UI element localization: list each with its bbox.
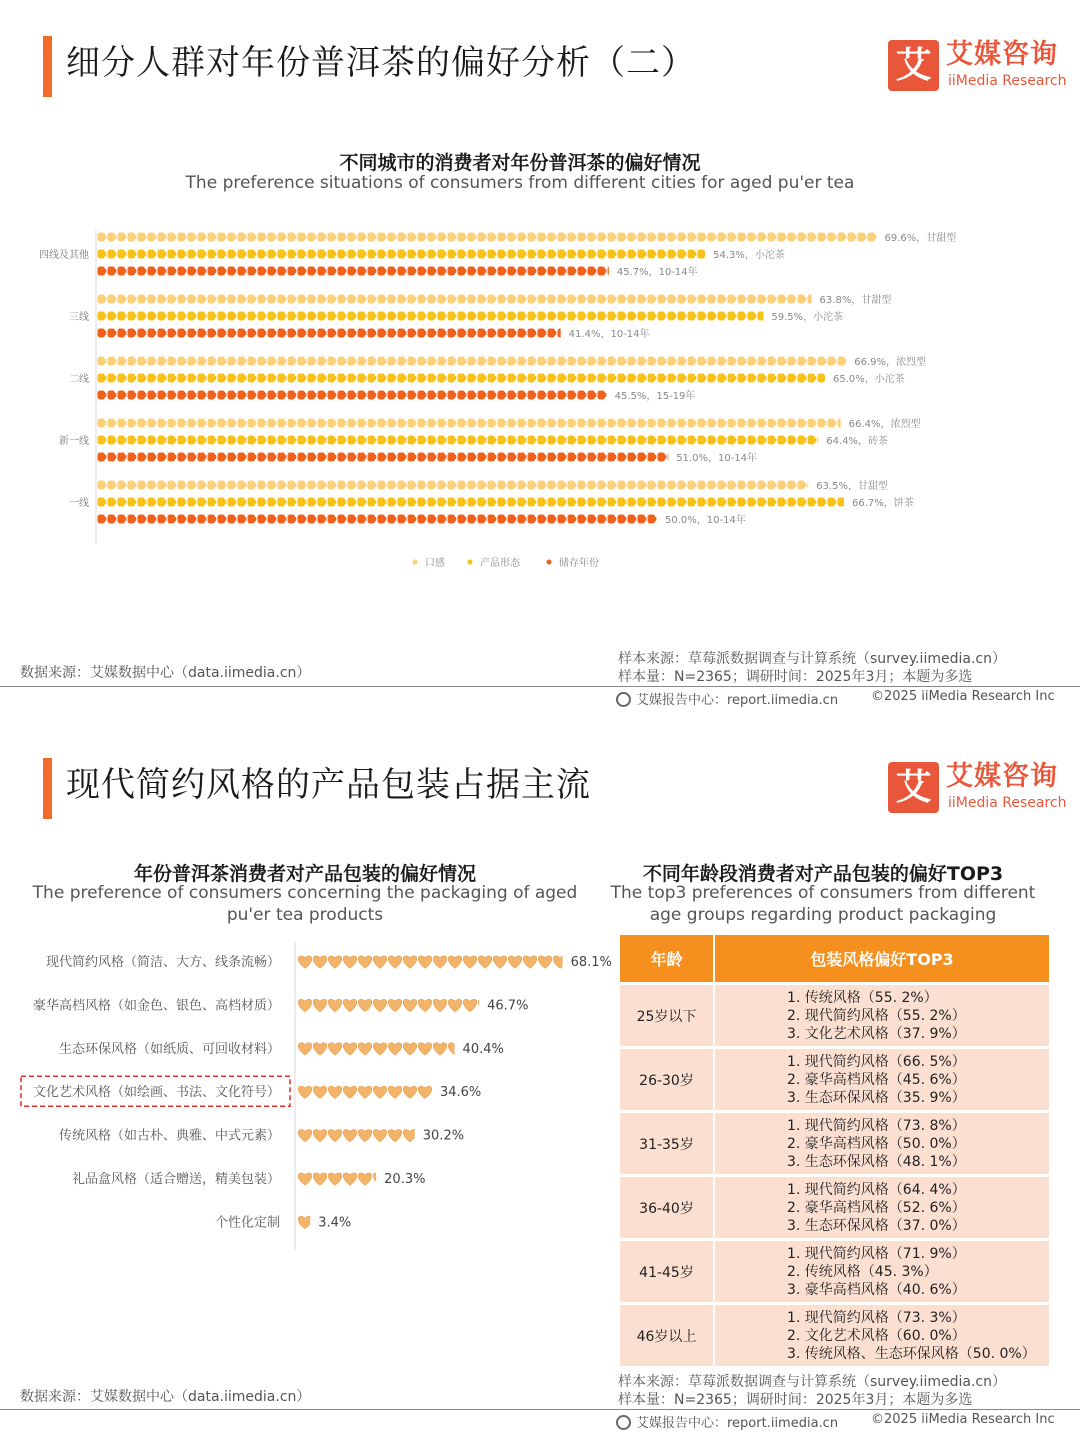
top-item: 2. 文化艺术风格（60. 0%） xyxy=(787,1327,966,1344)
sample-size: 样本量：N=2365；调研时间：2025年3月；本题为多选 xyxy=(618,669,973,685)
top-item: 1. 现代简约风格（73. 8%） xyxy=(787,1117,966,1134)
top-item: 1. 现代简约风格（73. 3%） xyxy=(787,1309,966,1326)
age-cell: 25岁以下 xyxy=(620,985,715,1046)
data-label: 50.0%，10-14年 xyxy=(665,515,746,526)
data-label: 41.4%，10-14年 xyxy=(568,329,650,340)
data-label: 66.4%，浓烈型 xyxy=(848,419,921,430)
footer-brand-text: 艾媒报告中心：report.iimedia.cn xyxy=(636,693,839,708)
logo-cn-text: 艾媒咨询 xyxy=(946,39,1058,70)
data-source: 数据来源：艾媒数据中心（data.iimedia.cn） xyxy=(20,665,311,681)
data-label: 30.2% xyxy=(422,1128,465,1144)
category-label: 四线及其他 xyxy=(39,250,89,261)
bar-储存年份 xyxy=(98,515,657,524)
legend-marker xyxy=(468,560,473,565)
iimedia-logo xyxy=(888,760,1068,816)
city-preference-chart xyxy=(0,225,1080,585)
data-label: 45.5%，15-19年 xyxy=(614,391,696,402)
age-cell: 26-30岁 xyxy=(620,1049,715,1110)
bar-产品形态 xyxy=(98,436,827,445)
category-label: 文化艺术风格（如绘画、书法、文化符号） xyxy=(32,1085,280,1101)
bar-口感 xyxy=(98,419,847,428)
age-cell: 41-45岁 xyxy=(620,1241,715,1302)
top-item: 1. 传统风格（55. 2%） xyxy=(787,989,938,1006)
bar-口感 xyxy=(98,481,817,490)
top-item: 1. 现代简约风格（71. 9%） xyxy=(787,1245,966,1262)
top3-cell xyxy=(715,1241,1049,1302)
packaging-chart-subtitle: The preference of consumers concerning the packaging of aged pu'er tea products xyxy=(32,883,578,925)
top3-cell xyxy=(715,1177,1049,1238)
legend-label: 产品形态 xyxy=(480,558,520,569)
logo-mark-icon: 艾 xyxy=(888,762,939,813)
table-row xyxy=(620,1241,1049,1302)
bar-产品形态 xyxy=(98,312,767,321)
data-label: 51.0%，10-14年 xyxy=(676,453,758,464)
top-item: 3. 传统风格、生态环保风格（50. 0%） xyxy=(787,1345,1036,1362)
legend-label: 储存年份 xyxy=(559,558,599,569)
slide-city-preference xyxy=(0,0,1080,716)
sample-source: 样本来源：草莓派数据调查与计算系统（survey.iimedia.cn） xyxy=(618,651,1006,667)
data-label: 40.4% xyxy=(462,1041,504,1057)
legend-label: 口感 xyxy=(425,558,445,569)
data-label: 65.0%，小沱茶 xyxy=(833,374,905,385)
footer-divider xyxy=(0,686,1080,687)
category-label: 三线 xyxy=(69,312,89,323)
chart-title: 不同城市的消费者对年份普洱茶的偏好情况 xyxy=(339,152,701,174)
table-row xyxy=(620,1049,1049,1110)
logo-mark-icon: 艾 xyxy=(888,40,939,91)
data-label: 54.3%，小沱茶 xyxy=(713,250,785,261)
footer-brand xyxy=(616,1412,838,1431)
legend-marker xyxy=(547,560,552,565)
category-label: 一线 xyxy=(69,498,89,509)
category-label: 现代简约风格（简洁、大方、线条流畅） xyxy=(45,955,280,970)
legend-marker xyxy=(413,560,418,565)
table-row xyxy=(620,1177,1049,1238)
slide-packaging-preference xyxy=(0,722,1080,1443)
top-item: 3. 文化艺术风格（37. 9%） xyxy=(787,1025,966,1042)
title-accent-bar xyxy=(43,36,52,97)
bar-产品形态 xyxy=(98,498,847,507)
bar-储存年份 xyxy=(98,391,607,400)
age-top3-table xyxy=(620,932,1049,1369)
data-label: 66.9%，浓烈型 xyxy=(854,357,927,368)
data-label: 46.7% xyxy=(487,998,529,1014)
category-label: 传统风格（如古朴、典雅、中式元素） xyxy=(58,1128,280,1144)
age-cell: 31-35岁 xyxy=(620,1113,715,1174)
header-age: 年龄 xyxy=(620,935,715,982)
data-label: 59.5%，小沱茶 xyxy=(771,312,844,323)
data-label: 3.4% xyxy=(318,1215,352,1231)
top-item: 3. 生态环保风格（35. 9%） xyxy=(787,1089,966,1106)
age-cell: 36-40岁 xyxy=(620,1177,715,1238)
logo-en-text: iiMedia Research xyxy=(948,73,1067,89)
top-item: 2. 豪华高档风格（45. 6%） xyxy=(787,1071,966,1088)
table-row xyxy=(620,1113,1049,1174)
copyright: ©2025 iiMedia Research Inc xyxy=(871,689,1055,704)
top-item: 2. 传统风格（45. 3%） xyxy=(787,1263,938,1280)
globe-icon xyxy=(616,692,631,707)
packaging-preference-chart xyxy=(0,937,620,1267)
category-label: 豪华高档风格（如金色、银色、高档材质） xyxy=(32,998,280,1014)
chart-subtitle: The preference situations of consumers from different cities for aged pu'er tea xyxy=(185,173,855,193)
top-item: 3. 豪华高档风格（40. 6%） xyxy=(787,1281,966,1298)
sample-source: 样本来源：草莓派数据调查与计算系统（survey.iimedia.cn） xyxy=(618,1374,1006,1390)
category-label: 礼品盒风格（适合赠送，精美包装） xyxy=(71,1172,280,1187)
bar-储存年份 xyxy=(98,453,677,462)
top3-cell xyxy=(715,1049,1049,1110)
bar-产品形态 xyxy=(98,374,827,383)
data-label: 64.4%，砖茶 xyxy=(826,436,889,447)
copyright: ©2025 iiMedia Research Inc xyxy=(871,1412,1055,1427)
page-title: 现代简约风格的产品包装占据主流 xyxy=(66,765,591,805)
data-label: 68.1% xyxy=(570,955,612,970)
category-label: 生态环保风格（如纸质、可回收材料） xyxy=(58,1041,280,1057)
iimedia-logo xyxy=(888,38,1068,94)
top-item: 3. 生态环保风格（37. 0%） xyxy=(787,1217,966,1234)
globe-icon xyxy=(616,1415,631,1430)
data-label: 69.6%，甘甜型 xyxy=(884,233,957,244)
logo-en-text: iiMedia Research xyxy=(948,795,1067,811)
table-row xyxy=(620,985,1049,1046)
top-item: 2. 豪华高档风格（50. 0%） xyxy=(787,1135,966,1152)
top-item: 2. 豪华高档风格（52. 6%） xyxy=(787,1199,966,1216)
footer-divider xyxy=(0,1409,1080,1410)
top-item: 3. 生态环保风格（48. 1%） xyxy=(787,1153,966,1170)
bar-产品形态 xyxy=(98,250,707,259)
bar-储存年份 xyxy=(98,267,617,276)
bar-储存年份 xyxy=(98,329,567,338)
bar xyxy=(298,1043,476,1055)
top-item: 2. 现代简约风格（55. 2%） xyxy=(787,1007,966,1024)
top-item: 1. 现代简约风格（64. 4%） xyxy=(787,1181,966,1198)
data-label: 63.8%，甘甜型 xyxy=(819,295,892,306)
data-label: 34.6% xyxy=(439,1085,482,1101)
category-label: 二线 xyxy=(69,374,89,385)
bar-口感 xyxy=(98,233,877,242)
title-accent-bar xyxy=(43,758,52,819)
header-top3: 包装风格偏好TOP3 xyxy=(715,935,1049,982)
footer-brand xyxy=(616,689,838,708)
bar xyxy=(298,1130,431,1142)
packaging-chart-title: 年份普洱茶消费者对产品包装的偏好情况 xyxy=(133,863,476,885)
bar-口感 xyxy=(98,357,847,366)
age-cell: 46岁以上 xyxy=(620,1305,715,1366)
data-label: 45.7%，10-14年 xyxy=(616,267,698,278)
bar xyxy=(298,956,581,968)
top3-cell xyxy=(715,1113,1049,1174)
top3-cell xyxy=(715,985,1049,1046)
sample-size: 样本量：N=2365；调研时间：2025年3月；本题为多选 xyxy=(618,1392,973,1408)
age-table-title: 不同年龄段消费者对产品包装的偏好TOP3 xyxy=(642,863,1004,885)
category-label: 个性化定制 xyxy=(214,1215,280,1231)
table-header-row xyxy=(620,935,1049,982)
bar xyxy=(298,1086,446,1098)
page-title: 细分人群对年份普洱茶的偏好分析（二） xyxy=(66,43,696,83)
table-row xyxy=(620,1305,1049,1366)
age-table-subtitle: The top3 preferences of consumers from different age groups regarding product packaging xyxy=(610,883,1036,925)
logo-cn-text: 艾媒咨询 xyxy=(946,761,1058,792)
data-label: 20.3% xyxy=(384,1172,426,1187)
category-label: 新一线 xyxy=(59,436,89,447)
data-label: 63.5%，甘甜型 xyxy=(816,481,888,492)
bar xyxy=(298,999,491,1011)
data-source: 数据来源：艾媒数据中心（data.iimedia.cn） xyxy=(20,1389,311,1405)
footer-brand-text: 艾媒报告中心：report.iimedia.cn xyxy=(636,1416,839,1431)
top3-cell xyxy=(715,1305,1049,1366)
top-item: 1. 现代简约风格（66. 5%） xyxy=(787,1053,966,1070)
data-label: 66.7%，饼茶 xyxy=(852,498,914,509)
bar-口感 xyxy=(98,295,817,304)
